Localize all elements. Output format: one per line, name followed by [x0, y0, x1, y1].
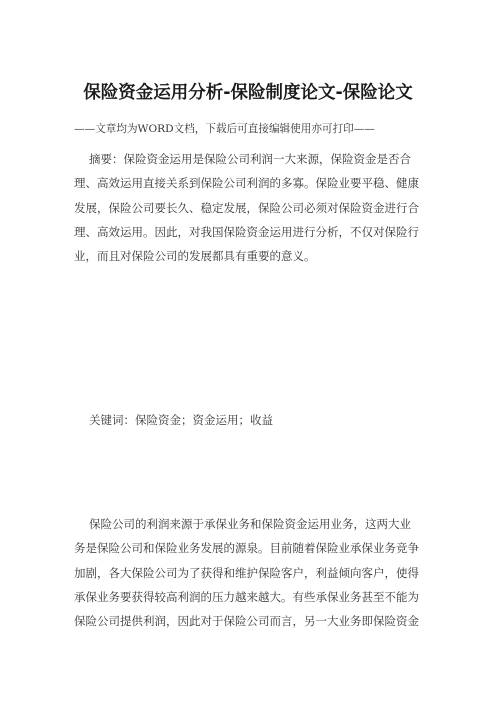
abstract-paragraph — [74, 147, 435, 268]
abstract-line: 理、高效运用直接关系到保险公司利润的多寡。保险业要平稳、健康 — [74, 176, 419, 191]
abstract-line: 理、高效运用。因此，对我国保险资金运用进行分析，不仅对保险行 — [74, 224, 419, 239]
document-title: 保险资金运用分析-保险制度论文-保险论文 — [83, 83, 413, 103]
body-line: 承保业务要获得较高利润的压力越来越大。有些承保业务甚至不能为 — [74, 589, 419, 604]
abstract-line: 摘要：保险资金运用是保险公司利润一大来源，保险资金是否合 — [89, 152, 411, 166]
body-line: 保险公司提供利润，因此对于保险公司而言，另一大业务即保险资金 — [74, 614, 419, 629]
body-line: 加剧，各大保险公司为了获得和维护保险客户，利益倾向客户，使得 — [74, 565, 419, 580]
abstract-line: 发展，保险公司要长久、稳定发展，保险公司必须对保险资金进行合 — [74, 200, 419, 215]
keywords-line: 关键词：保险资金；资金运用；收益 — [89, 413, 273, 427]
document-subtitle: ——文章均为WORD文档，下载后可直接编辑使用亦可打印—— — [74, 123, 375, 135]
body-line: 保险公司的利润来源于承保业务和保险资金运用业务，这两大业 — [89, 517, 411, 531]
abstract-line: 业，而且对保险公司的发展都具有重要的意义。 — [74, 249, 316, 264]
body-paragraph — [74, 512, 435, 633]
body-line: 务是保险公司和保险业务发展的源泉。目前随着保险业承保业务竞争 — [74, 541, 419, 556]
